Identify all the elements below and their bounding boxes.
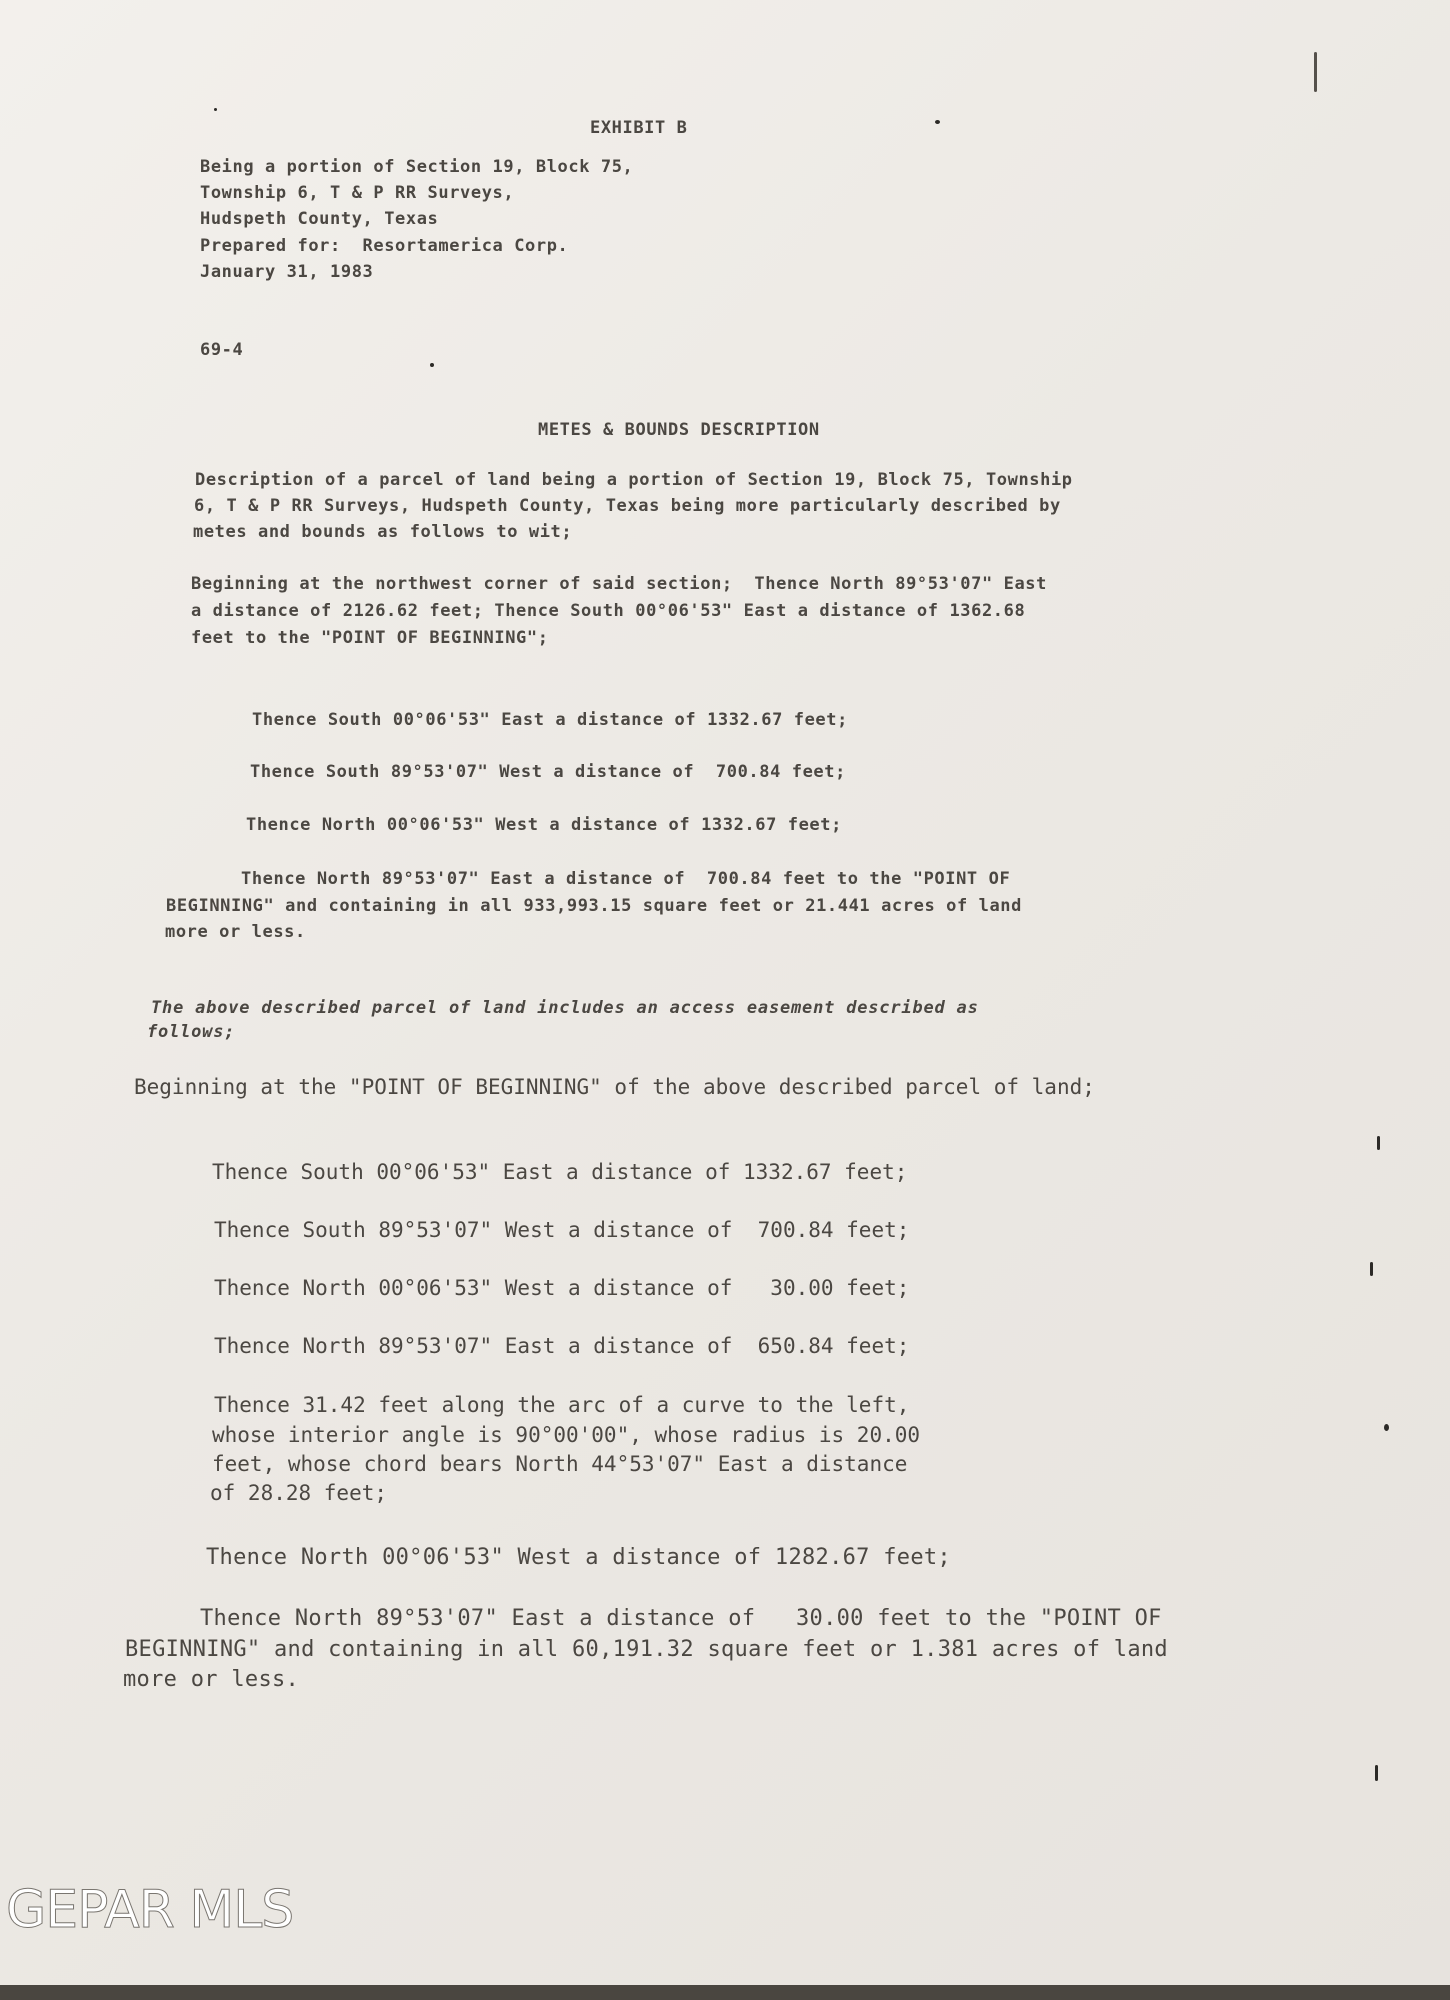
- ink-speck: [935, 120, 940, 124]
- easement-intro-line: The above described parcel of land includes an access easement described as: [151, 998, 979, 1018]
- easement-closing-line: Thence North 89°53'07" East a distance of 30.00 feet to the "POINT OF: [200, 1606, 1162, 1631]
- intro-line: Description of a parcel of land being a portion of Section 19, Block 75, Township: [195, 470, 1073, 490]
- intro-line: metes and bounds as follows to wit;: [193, 522, 573, 542]
- exhibit-title: EXHIBIT B: [590, 118, 688, 138]
- easement-intro-line: follows;: [147, 1022, 236, 1042]
- parcel-closing-line: more or less.: [165, 922, 306, 942]
- easement-call: Thence North 89°53'07" East a distance of 650.84 feet;: [214, 1334, 910, 1358]
- ink-speck: [430, 363, 434, 367]
- ink-speck: [1375, 1765, 1378, 1781]
- easement-call: Thence North 00°06'53" West a distance of 30.00 feet;: [214, 1276, 910, 1300]
- easement-call: Thence South 89°53'07" West a distance of 700.84 feet;: [214, 1218, 910, 1242]
- header-line: Hudspeth County, Texas: [200, 209, 439, 229]
- beginning-line: a distance of 2126.62 feet; Thence South 00°06'53" East a distance of 1362.68: [191, 601, 1026, 621]
- header-line: January 31, 1983: [200, 262, 374, 282]
- parcel-closing-line: Thence North 89°53'07" East a distance of 700.84 feet to the "POINT OF: [241, 869, 1011, 889]
- easement-call: Thence North 00°06'53" West a distance of 1282.67 feet;: [206, 1545, 951, 1570]
- curve-line: feet, whose chord bears North 44°53'07" East a distance: [212, 1452, 908, 1476]
- ink-speck: [214, 108, 217, 111]
- curve-line: Thence 31.42 feet along the arc of a curve to the left,: [214, 1393, 910, 1417]
- parcel-call: Thence South 89°53'07" West a distance of 700.84 feet;: [250, 762, 846, 782]
- ink-speck: [1370, 1262, 1373, 1276]
- file-number: 69-4: [200, 340, 244, 360]
- easement-beginning: Beginning at the "POINT OF BEGINNING" of the above described parcel of land;: [134, 1075, 1095, 1099]
- beginning-line: feet to the "POINT OF BEGINNING";: [191, 628, 549, 648]
- parcel-call: Thence North 00°06'53" West a distance of 1332.67 feet;: [246, 815, 842, 835]
- header-line: Being a portion of Section 19, Block 75,: [200, 157, 634, 177]
- section-heading: METES & BOUNDS DESCRIPTION: [538, 420, 820, 440]
- ink-speck: [1377, 1136, 1380, 1150]
- parcel-call: Thence South 00°06'53" East a distance of 1332.67 feet;: [252, 710, 848, 730]
- ink-speck: [1314, 52, 1317, 92]
- easement-closing-line: more or less.: [123, 1667, 300, 1692]
- curve-line: of 28.28 feet;: [210, 1481, 388, 1505]
- ink-speck: [1384, 1424, 1389, 1431]
- easement-call: Thence South 00°06'53" East a distance of 1332.67 feet;: [212, 1160, 908, 1184]
- header-line: Prepared for: Resortamerica Corp.: [200, 236, 569, 256]
- beginning-line: Beginning at the northwest corner of said section; Thence North 89°53'07" East: [191, 574, 1047, 594]
- easement-closing-line: BEGINNING" and containing in all 60,191.32 square feet or 1.381 acres of land: [125, 1637, 1168, 1662]
- intro-line: 6, T & P RR Surveys, Hudspeth County, Texas being more particularly described by: [194, 496, 1061, 516]
- parcel-closing-line: BEGINNING" and containing in all 933,993.15 square feet or 21.441 acres of land: [166, 896, 1022, 916]
- curve-line: whose interior angle is 90°00'00", whose radius is 20.00: [212, 1423, 921, 1447]
- mls-watermark: GEPAR MLS: [6, 1880, 294, 1940]
- header-line: Township 6, T & P RR Surveys,: [200, 183, 515, 203]
